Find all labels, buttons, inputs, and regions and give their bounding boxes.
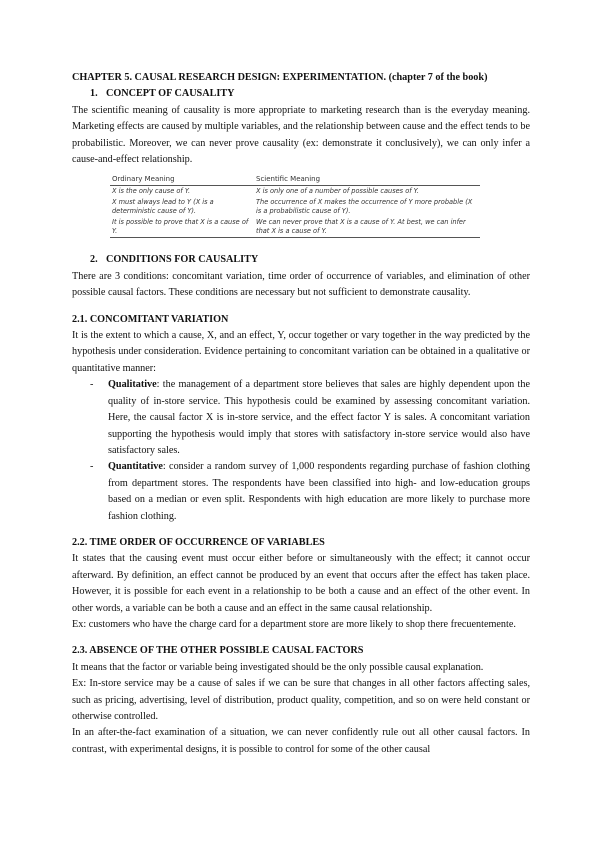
section-2-3-paragraph-2: In an after-the-fact examination of a situation, we can never confidently rule out all other causal factors. In contrast, with experimental designs, it is possible to control for some of the other causal xyxy=(72,727,530,755)
section-2-3-example: Ex: In-store service may be a cause of sales if we can be sure that changes in all other factors affecting sales, such as pricing, advertising, level of distribution, product quality, competition, and so on were held constant or otherwise controlled. xyxy=(72,678,530,722)
table-cell: We can never prove that X is a cause of Y. At best, we can infer that X is a cause of Y. xyxy=(254,217,480,238)
table-header-ordinary: Ordinary Meaning xyxy=(110,174,254,186)
table-cell: X is only one of a number of possible causes of Y. xyxy=(256,187,419,196)
table-header-row xyxy=(110,174,480,186)
bullet-term: Qualitative xyxy=(108,379,157,391)
dash-bullet: - xyxy=(90,379,94,391)
section-2-paragraph: There are 3 conditions: concomitant variation, time order of occurrence of variables, and elimination of other possible causal factors. These conditions are necessary but not sufficient to demonstrate causality. xyxy=(72,270,530,299)
table-row xyxy=(110,197,480,217)
table-header-scientific: Scientific Meaning xyxy=(254,174,480,186)
section-2-3-heading: 2.3. ABSENCE OF THE OTHER POSSIBLE CAUSAL FACTORS xyxy=(72,645,364,657)
section-1-paragraph: The scientific meaning of causality is more appropriate to marketing research than is the everyday meaning. Marketing effects are caused by multiple variables, and the relationship between cause and the effect tends to be probabilistic. Moreover, we can never prove causality (ex: demonstrate it conclusively), we can only infer a cause-and-effect relationship. xyxy=(72,104,530,166)
section-2-2-example: Ex: customers who have the charge card for a department store are more likely to shop there frecuentemente. xyxy=(72,618,516,630)
table-cell: X is the only cause of Y. xyxy=(112,187,191,196)
table-cell: The occurrence of X makes the occurrence of Y more probable (X is a probabilistic cause of Y). xyxy=(256,198,473,216)
bullet-text: : consider a random survey of 1,000 respondents regarding purchase of fashion clothing from department stores. The respondents have been classified into high- and low-education groups based on a median or even split. Respondents with high education are more likely to purchase more fashion clothing. xyxy=(108,461,530,522)
concomitant-variation-list xyxy=(72,377,530,525)
section-1-heading xyxy=(90,86,530,102)
section-2-2-heading: 2.2. TIME ORDER OF OCCURRENCE OF VARIABLES xyxy=(72,536,325,548)
section-2-heading xyxy=(90,252,530,268)
causality-meaning-table xyxy=(110,174,480,238)
table-row xyxy=(110,186,480,198)
section-2-1-heading: 2.1. CONCOMITANT VARIATION xyxy=(72,313,229,325)
list-item xyxy=(72,459,530,525)
section-1-number: 1. xyxy=(90,88,98,100)
document-page xyxy=(72,70,530,758)
table-cell: X must always lead to Y (X is a deterministic cause of Y). xyxy=(112,198,214,216)
section-2-number: 2. xyxy=(90,254,98,266)
bullet-text: : the management of a department store believes that sales are highly dependent upon the quality of in-store service. This hypothesis could be examined by assessing concomitant variation. Here, the causal factor X is in-store service, and the effect factor Y is sales. A concomitant variation supporting the hypothesis would imply that stores with satisfactory in-store service would also have satisfactory sales. xyxy=(108,379,530,456)
section-2-1-paragraph: It is the extent to which a cause, X, and an effect, Y, occur together or vary together in the way predicted by the hypothesis under consideration. Evidence pertaining to concomitant variation can be obtained in a qualitative or quantitative manner: xyxy=(72,330,530,374)
table-row xyxy=(110,217,480,238)
section-2-title: CONDITIONS FOR CAUSALITY xyxy=(106,254,259,266)
list-item xyxy=(72,377,530,459)
bullet-term: Quantitative xyxy=(108,461,163,473)
table-cell: It is possible to prove that X is a cause of Y. xyxy=(110,217,254,238)
chapter-title: CHAPTER 5. CAUSAL RESEARCH DESIGN: EXPERIMENTATION. (chapter 7 of the book) xyxy=(72,72,488,83)
section-2-3-paragraph: It means that the factor or variable being investigated should be the only possible causal explanation. xyxy=(72,661,484,673)
section-1-title: CONCEPT OF CAUSALITY xyxy=(106,88,235,100)
section-2-2-paragraph: It states that the causing event must occur either before or simultaneously with the effect; it cannot occur afterward. By definition, an effect cannot be produced by an event that occurs after the effect has taken place. However, it is possible for each event in a relationship to be both a cause and an effect of the other event. In other words, a variable can be both a cause and an effect in the same causal relationship. xyxy=(72,553,530,614)
dash-bullet: - xyxy=(90,461,94,473)
